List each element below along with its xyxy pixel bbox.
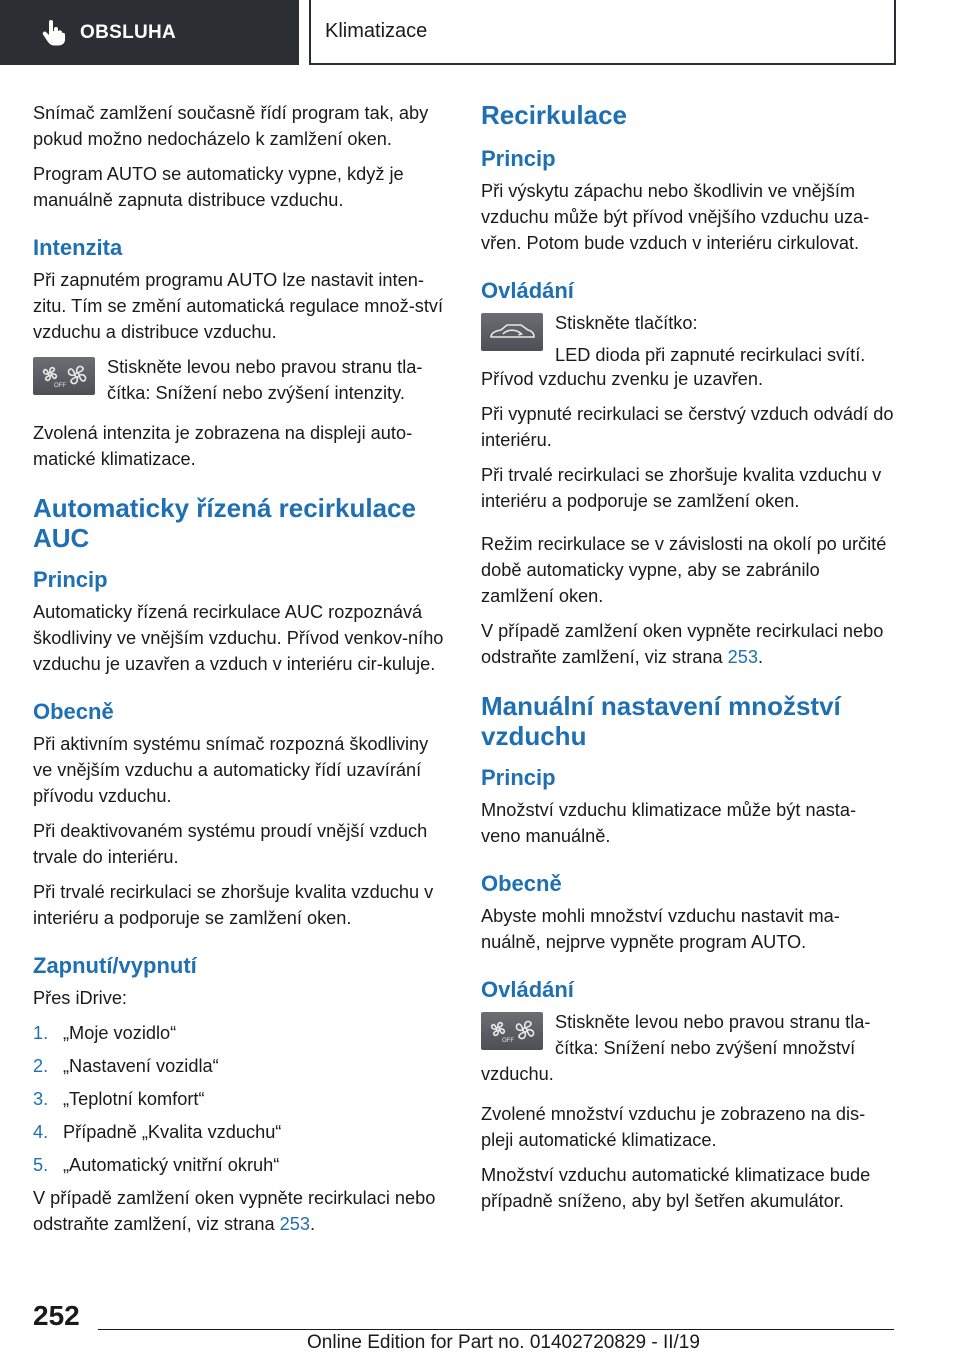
edition-text: Online Edition for Part no. 01402720829 - II/19 [307,1332,700,1353]
footer-rule [98,1329,894,1330]
auc-obecne-paragraph-3: Při trvalé recirkulaci se zhoršuje kvalita vzduchu v interiéru a podporuje se zamlžení oken. [33,882,434,928]
step-number: 4. [33,1122,49,1142]
hand-pointer-icon [38,18,68,48]
zapnuti-heading: Zapnutí/vypnutí [33,953,197,978]
closing-end: . [310,1214,316,1234]
intenzita-display-paragraph: Zvolená intenzita je zobrazena na displeji auto-matické klimatizace. [33,423,413,469]
page-reference-link[interactable]: 253 [279,1214,311,1234]
zapnuti-intro: Přes iDrive: [33,988,127,1008]
chapter-title: Klimatizace [325,20,428,42]
intro-paragraph-2: Program AUTO se automaticky vypne, když je manuálně zapnuta distribuce vzduchu. [33,164,404,210]
step-text: „Nastavení vozidla“ [63,1056,219,1076]
closing-text: V případě zamlžení oken vypněte recirkulaci nebo odstraňte zamlžení, viz strana [33,1188,436,1234]
page-reference-link[interactable]: 253 [727,647,759,667]
section-label: OBSLUHA [80,21,177,43]
fan-button-icon [481,1012,543,1050]
intenzita-paragraph: Při zapnutém programu AUTO lze nastavit inten-zitu. Tím se změní automatická regulace množ-ství vzduchu a distribuce vzduchu. [33,270,444,342]
list-item [33,1119,445,1145]
recirkulace-ovladani-heading: Ovládání [481,278,574,303]
intro-paragraph-1: Snímač zamlžení současně řídí program tak, aby pokud možno nedocházelo k zamlžení oken. [33,103,429,149]
manualni-heading: Manuální nastavení množství vzduchu [481,691,841,751]
auc-closing-paragraph [33,1185,445,1237]
recirkulace-princip-text: Při výskytu zápachu nebo škodlivin ve vnějším vzduchu může být přívod vnějšího vzduchu uza-vřen. Potom bude vzduch v interiéru cirkulovat. [481,181,870,253]
list-item [33,1086,445,1112]
svg-text:OFF: OFF [54,383,66,389]
auc-princip-text: Automaticky řízená recirkulace AUC rozpoznává škodliviny ve vnějším vzduchu. Přívod venkov-ního vzduchu je uzavřen a vzduch v interiéru cir-kuluje. [33,602,444,674]
recirkulace-paragraph-2: Při vypnuté recirkulaci se čerstvý vzduch odvádí do interiéru. [481,404,894,450]
recirculation-button-text-2: LED dioda při zapnuté recirkulaci svítí. [555,345,866,365]
recirculation-button-icon [481,313,543,351]
list-item [33,1152,445,1178]
recirkulace-paragraph-1: Přívod vzduchu zvenku je uzavřen. [481,369,764,389]
auc-heading: Automaticky řízená recirkulace AUC [33,493,416,553]
step-number: 1. [33,1023,49,1043]
section-tab [0,0,299,65]
recirculation-button-text-1: Stiskněte tlačítko: [555,313,698,333]
right-column [481,100,894,1223]
step-number: 2. [33,1056,49,1076]
air-quantity-button-text: Stiskněte levou nebo pravou stranu tla-čítka: Snížení nebo zvýšení množství vzduchu. [481,1012,871,1084]
step-number: 3. [33,1089,49,1109]
p5-text: V případě zamlžení oken vypněte recirkulaci nebo odstraňte zamlžení, viz strana [481,621,884,667]
chapter-header [311,0,896,65]
manualni-princip-heading: Princip [481,765,556,790]
step-text: „Teplotní komfort“ [63,1089,205,1109]
page-number: 252 [33,1300,80,1331]
manualni-paragraph-2: Množství vzduchu automatické klimatizace bude případně sníženo, aby byl šetřen akumulátor. [481,1165,871,1211]
left-column [33,100,445,1246]
auc-obecne-paragraph-1: Při aktivním systému snímač rozpozná škodliviny ve vnějším vzduchu a automaticky řídí uzavírání přívodu vzduchu. [33,734,429,806]
manualni-princip-text: Množství vzduchu klimatizace může být nasta-veno manuálně. [481,800,857,846]
step-number: 5. [33,1155,49,1175]
fan-button-icon [33,357,95,395]
svg-text:OFF: OFF [502,1038,514,1044]
step-text: „Moje vozidlo“ [63,1023,177,1043]
air-quantity-button-instruction [481,1009,894,1087]
list-item [33,1053,445,1079]
idrive-steps-list [33,1020,445,1178]
intenzita-heading: Intenzita [33,235,123,260]
manualni-ovladani-heading: Ovládání [481,977,574,1002]
recirkulace-heading: Recirkulace [481,100,627,130]
recirkulace-paragraph-4: Režim recirkulace se v závislosti na okolí po určité době automaticky vypne, aby se zabránilo zamlžení oken. [481,534,887,606]
manualni-paragraph-1: Zvolené množství vzduchu je zobrazeno na dis-pleji automatické klimatizace. [481,1104,866,1150]
auc-obecne-paragraph-2: Při deaktivovaném systému proudí vnější vzduch trvale do interiéru. [33,821,428,867]
recirkulace-princip-heading: Princip [481,146,556,171]
step-text: „Automatický vnitřní okruh“ [63,1155,280,1175]
manualni-obecne-heading: Obecně [481,871,562,896]
intensity-button-instruction [33,354,445,412]
recirkulace-paragraph-5 [481,618,894,670]
step-text: Případně „Kvalita vzduchu“ [63,1122,282,1142]
auc-princip-heading: Princip [33,567,108,592]
recirkulace-paragraph-3: Při trvalé recirkulaci se zhoršuje kvalita vzduchu v interiéru a podporuje se zamlžení oken. [481,465,882,511]
manualni-obecne-text: Abyste mohli množství vzduchu nastavit ma-nuálně, nejprve vypněte program AUTO. [481,906,840,952]
auc-obecne-heading: Obecně [33,699,114,724]
list-item [33,1020,445,1046]
recirculation-button-instruction [481,310,894,374]
intensity-button-text: Stiskněte levou nebo pravou stranu tla-čítka: Snížení nebo zvýšení intenzity. [107,357,423,403]
p5-end: . [758,647,764,667]
